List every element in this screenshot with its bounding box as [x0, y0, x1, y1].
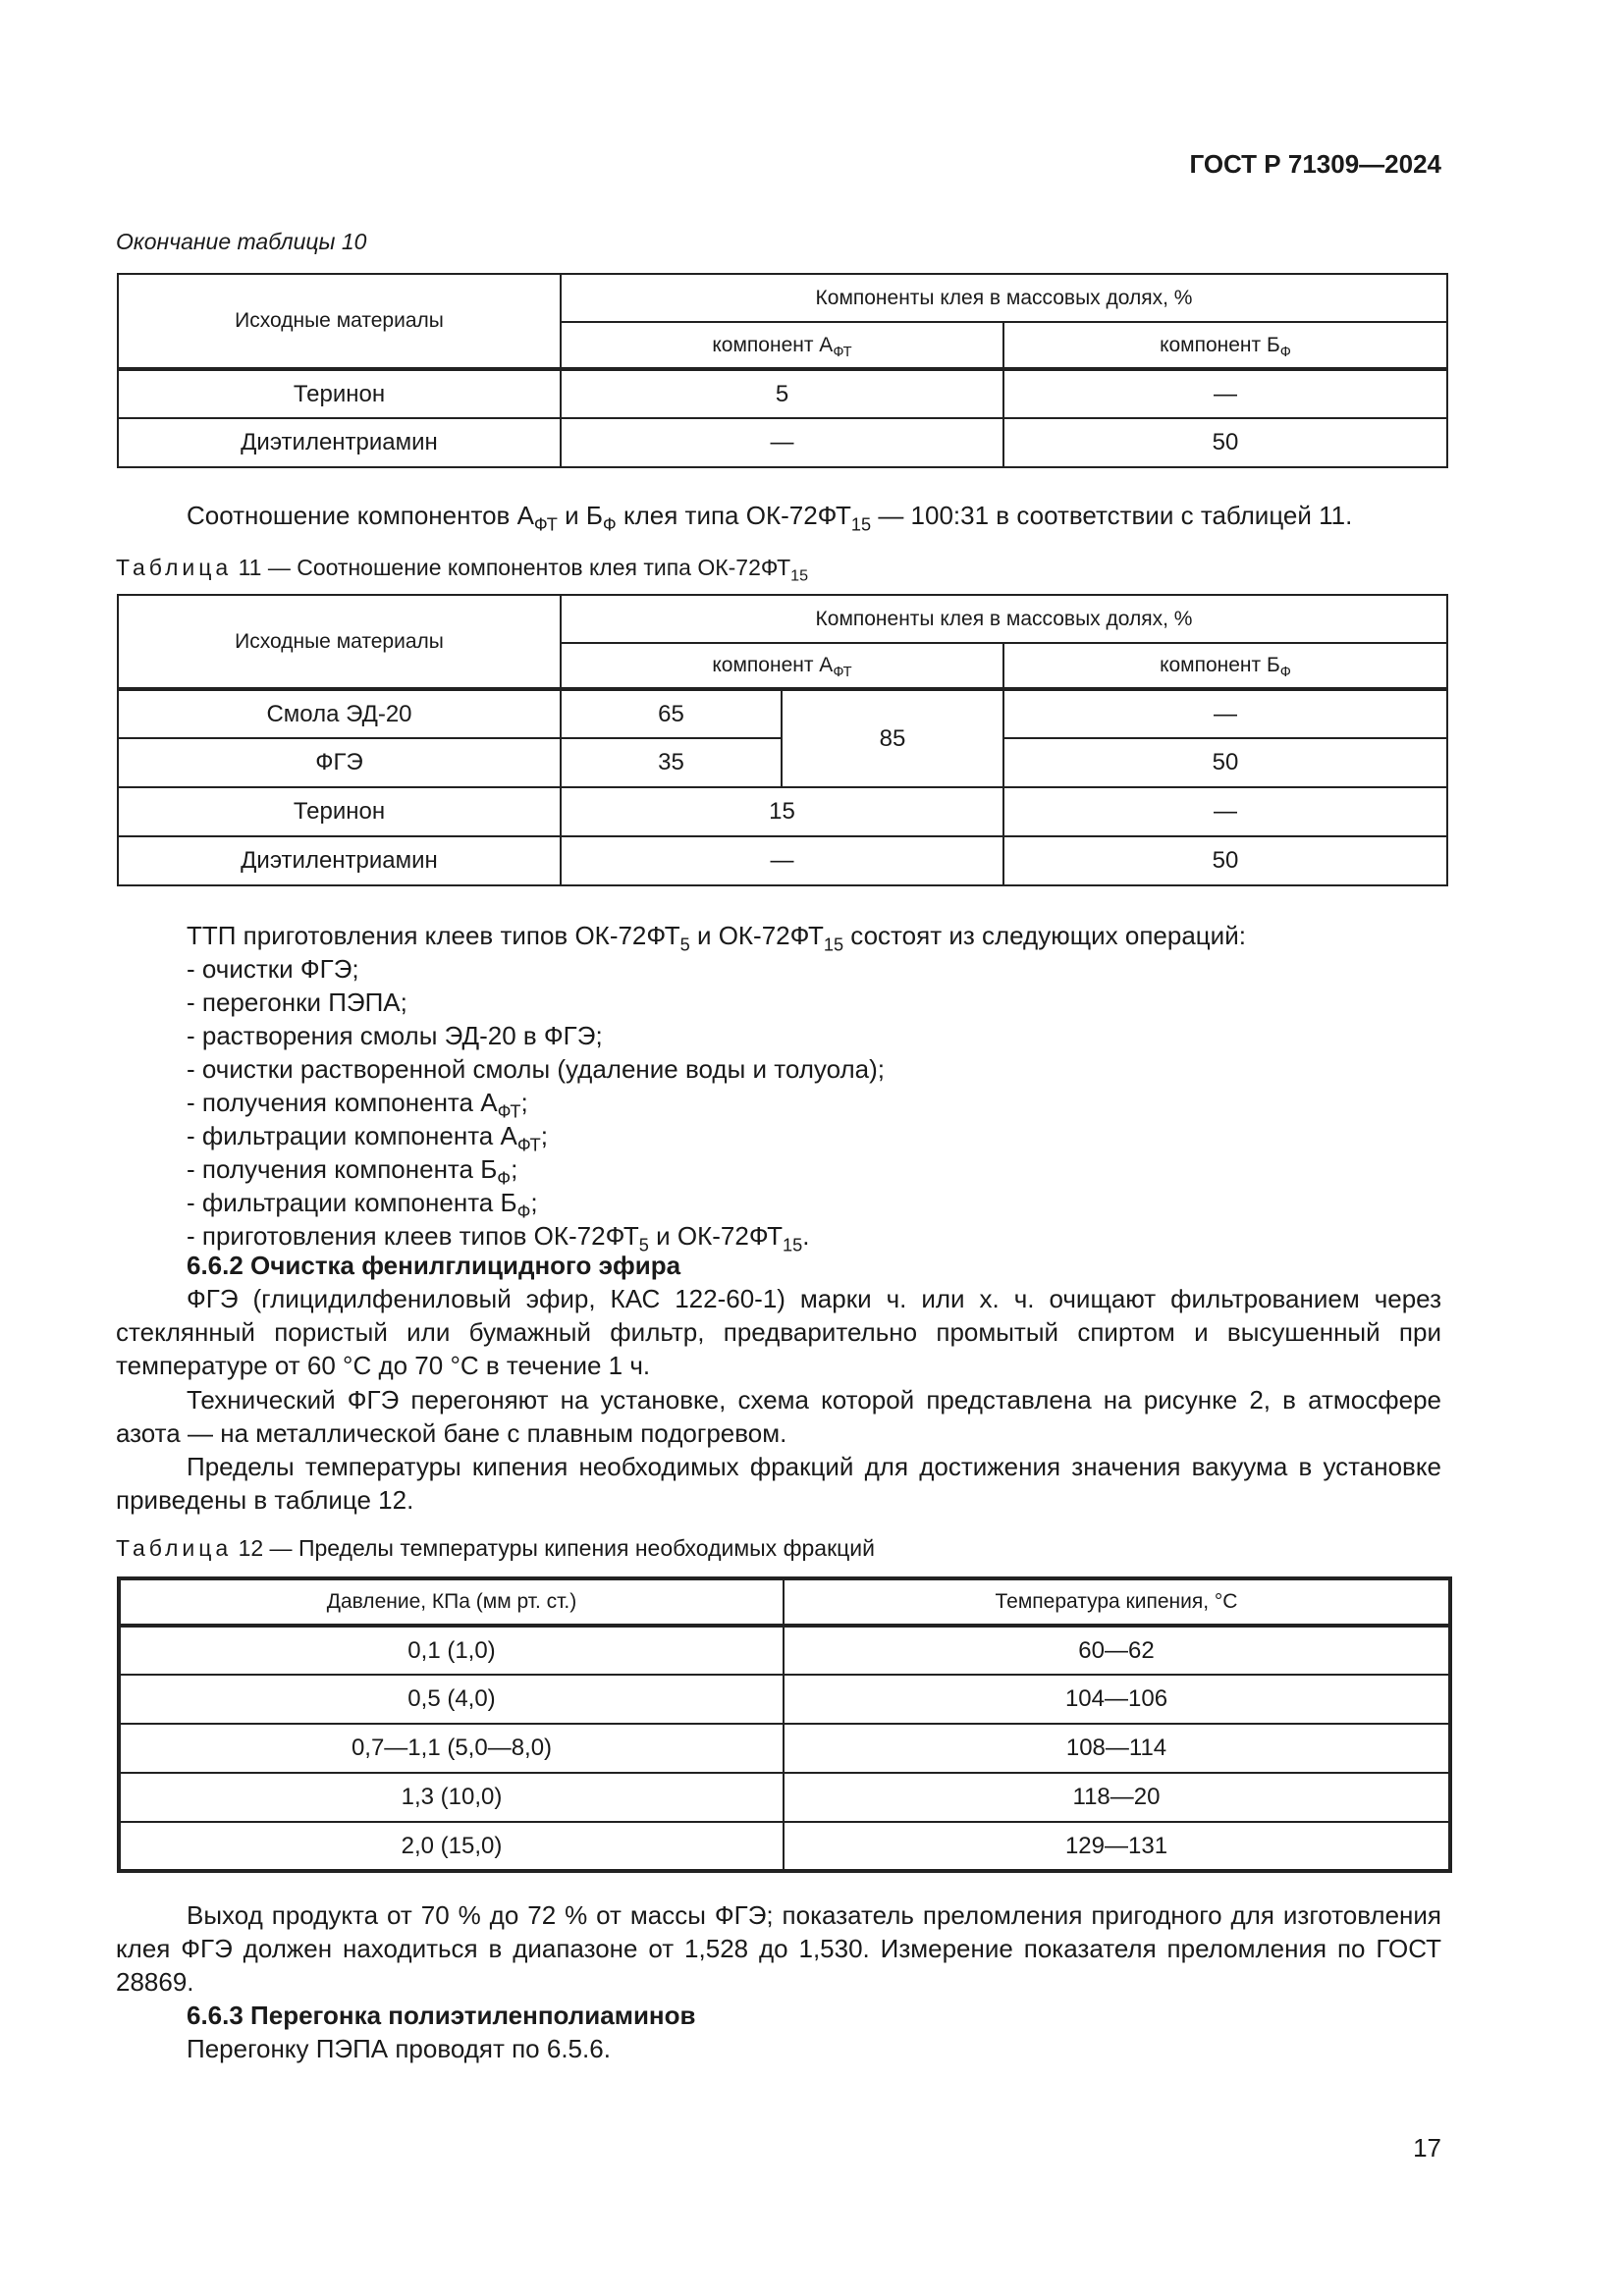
- table11-caption: Таблица 11 — Соотношение компонентов клея типа $ОК-72ФТ_{15}$: [116, 555, 809, 585]
- table11-header-component-a: компонент $А_{ФТ}$: [561, 643, 1003, 689]
- table-row: 0,7—1,1 (5,0—8,0) 108—114: [119, 1724, 1450, 1773]
- section-6-6-2-paragraph-3: Пределы температуры кипения необходимых фракций для достижения значения вакуума в установке приведены в таблице 12.: [116, 1452, 1441, 1515]
- list-item: - очистки растворенной смолы (удаление воды и толуола);: [187, 1054, 885, 1084]
- table-row: 0,1 (1,0) 60—62: [119, 1626, 1450, 1675]
- list-item: - приготовления клеев типов $ОК-72ФТ_5$ и $ОК-72ФТ_{15}$.: [187, 1221, 810, 1255]
- table10: [117, 273, 1448, 468]
- table10-caption: Окончание таблицы 10: [116, 229, 367, 254]
- page-number: 17: [1413, 2133, 1441, 2163]
- table10-header-materials: Исходные материалы: [118, 274, 561, 369]
- ttp-list: [187, 952, 1441, 1253]
- table10-header-components: Компоненты клея в массовых долях, %: [561, 274, 1447, 322]
- document-code: ГОСТ Р 71309—2024: [1189, 149, 1441, 179]
- table-row: Диэтилентриамин — 50: [118, 836, 1447, 885]
- ttp-intro: ТТП приготовления клеев типов $ОК-72ФТ_5$ и $ОК-72ФТ_{15}$ состоят из следующих операций:: [187, 921, 1246, 955]
- table12-header-temperature: Температура кипения, °С: [784, 1578, 1450, 1626]
- list-item: - фильтрации компонента $А_{ФТ}$;: [187, 1121, 548, 1155]
- table-row: Теринон 15 —: [118, 787, 1447, 836]
- table-row: 2,0 (15,0) 129—131: [119, 1822, 1450, 1871]
- table12: [117, 1576, 1452, 1873]
- table-row: Смола ЭД-20 65 85 —: [118, 689, 1447, 738]
- list-item: - растворения смолы ЭД-20 в ФГЭ;: [187, 1021, 603, 1050]
- section-heading-6-6-2: 6.6.2 Очистка фенилглицидного эфира: [187, 1251, 681, 1280]
- table12-caption: Таблица 12 — Пределы температуры кипения необходимых фракций: [116, 1535, 876, 1561]
- table-row: Диэтилентриамин — 50: [118, 418, 1447, 467]
- list-item: - получения компонента $А_{ФТ}$;: [187, 1088, 528, 1122]
- table11: [117, 594, 1448, 886]
- section-6-6-3-paragraph: Перегонку ПЭПА проводят по 6.5.6.: [187, 2034, 611, 2063]
- table-row: Теринон 5 —: [118, 369, 1447, 418]
- after-table12-paragraph: Выход продукта от 70 % до 72 % от массы ФГЭ; показатель преломления пригодного для изготовления клея ФГЭ должен находиться в диапазоне от 1,528 до 1,530. Измерение показателя преломления по ГОСТ 28869.: [116, 1900, 1441, 1997]
- table-row: 1,3 (10,0) 118—20: [119, 1773, 1450, 1822]
- list-item: - перегонки ПЭПА;: [187, 988, 407, 1017]
- table-row: 0,5 (4,0) 104—106: [119, 1675, 1450, 1724]
- table10-header-component-a: компонент $А_{ФТ}$: [561, 322, 1003, 369]
- table11-header-component-b: компонент $Б_Ф$: [1003, 643, 1447, 689]
- section-6-6-2-paragraph-1: ФГЭ (глицидилфениловый эфир, КАС 122-60-1) марки ч. или х. ч. очищают фильтрованием через стеклянный пористый или бумажный фильтр, предварительно промытый спиртом и высушенный при температуре от 60 °С до 70 °С в течение 1 ч.: [116, 1284, 1441, 1380]
- table12-header-pressure: Давление, КПа (мм рт. ст.): [119, 1578, 784, 1626]
- list-item: - очистки ФГЭ;: [187, 954, 359, 984]
- section-6-6-2-paragraph-2: Технический ФГЭ перегоняют на установке, схема которой представлена на рисунке 2, в атмосфере азота — на металлической бане с плавным подогревом.: [116, 1385, 1441, 1448]
- table-row: ФГЭ 35 50: [118, 738, 1447, 787]
- section-heading-6-6-3: 6.6.3 Перегонка полиэтиленполиаминов: [187, 2001, 696, 2030]
- table11-header-materials: Исходные материалы: [118, 595, 561, 689]
- table11-header-components: Компоненты клея в массовых долях, %: [561, 595, 1447, 643]
- table11-merged-cell: 85: [782, 689, 1003, 787]
- table10-header-component-b: компонент $Б_Ф$: [1003, 322, 1447, 369]
- list-item: - фильтрации компонента $Б_Ф$;: [187, 1188, 538, 1222]
- list-item: - получения компонента $Б_Ф$;: [187, 1154, 518, 1189]
- ratio-paragraph: Соотношение компонентов $А_{ФТ}$ и $Б_Ф$ клея типа $ОК-72ФТ_{15}$ — 100:31 в соответствии с таблицей 11.: [187, 501, 1353, 535]
